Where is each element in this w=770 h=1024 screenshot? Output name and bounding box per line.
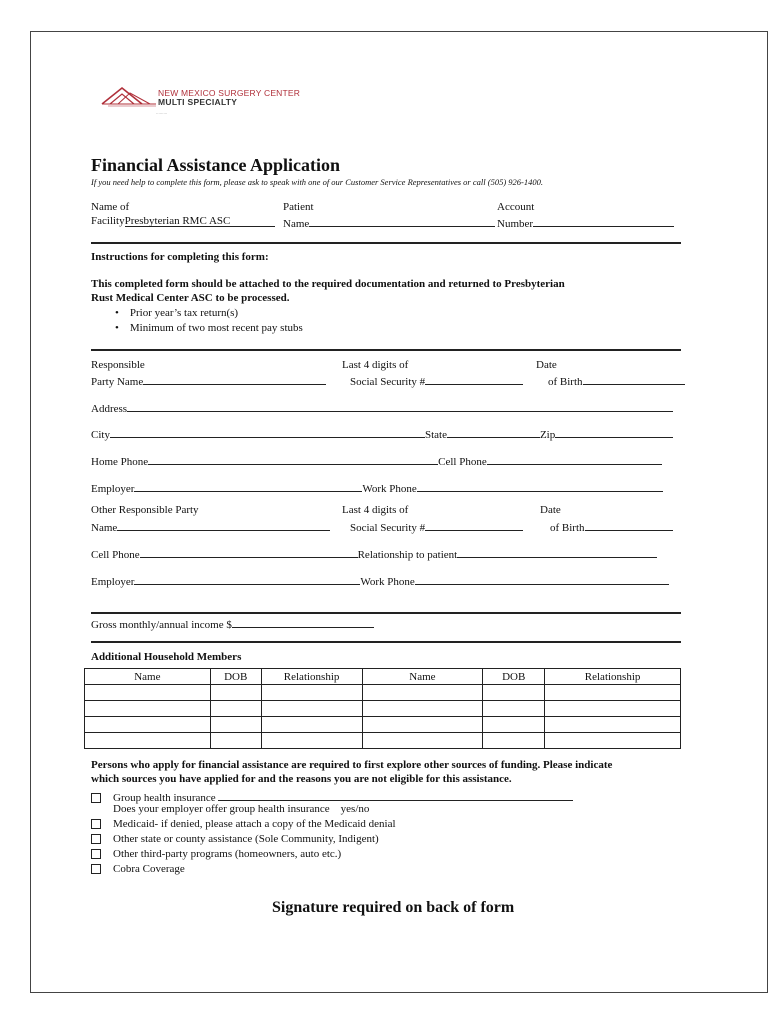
table-cell[interactable] xyxy=(483,701,545,717)
bullet-text: Minimum of two most recent pay stubs xyxy=(129,322,303,334)
account-label-l1: Account xyxy=(497,201,535,213)
other-dob-label-l1: Date xyxy=(540,504,561,516)
table-row xyxy=(85,733,681,749)
table-cell[interactable] xyxy=(483,733,545,749)
other-dob-label-l2: of Birth xyxy=(550,522,585,534)
responsible-label-l1: Responsible xyxy=(91,359,145,371)
table-cell[interactable] xyxy=(85,733,211,749)
facility-field[interactable] xyxy=(125,215,275,227)
surgery-center-logo xyxy=(100,84,158,108)
funding-intro-l2: which sources you have applied for and the reasons you are not eligible for this assistance. xyxy=(91,773,512,785)
bullet-text: Prior year’s tax return(s) xyxy=(129,307,239,319)
column-header: Relationship xyxy=(261,669,362,685)
checkbox-state-assistance[interactable] xyxy=(91,834,101,844)
checkbox-group-insurance[interactable] xyxy=(91,793,101,803)
table-cell[interactable] xyxy=(85,701,211,717)
funding-intro-l1: Persons who apply for financial assistance are required to first explore other sources of funding. Please indicate xyxy=(91,759,613,771)
employer-question: Does your employer offer group health insurance xyxy=(113,803,330,815)
table-cell[interactable] xyxy=(545,717,681,733)
other-cell-label: Cell Phone xyxy=(91,549,140,561)
dob-field[interactable] xyxy=(583,373,685,385)
patient-label-l1: Patient xyxy=(283,201,314,213)
table-cell[interactable] xyxy=(362,733,483,749)
household-table xyxy=(84,668,681,749)
facility-value: Presbyterian RMC ASC xyxy=(124,215,231,227)
ssn-field[interactable] xyxy=(425,373,523,385)
ssn-label-l1: Last 4 digits of xyxy=(342,359,409,371)
home-phone-label: Home Phone xyxy=(91,456,149,468)
table-row xyxy=(85,717,681,733)
checkbox-cobra[interactable] xyxy=(91,864,101,874)
state-label: State xyxy=(424,429,447,441)
relationship-field[interactable] xyxy=(457,546,657,558)
group-insurance-label: Group health insurance xyxy=(113,792,216,804)
table-cell[interactable] xyxy=(545,701,681,717)
group-insurance-field[interactable] xyxy=(218,789,573,801)
column-header: Name xyxy=(362,669,483,685)
page-title: Financial Assistance Application xyxy=(91,155,341,175)
other-cell-field[interactable] xyxy=(140,546,358,558)
instructions-heading: Instructions for completing this form: xyxy=(91,251,269,263)
column-header: Relationship xyxy=(545,669,681,685)
divider xyxy=(91,242,681,244)
work-phone-label: Work Phone xyxy=(362,483,417,495)
other-dob-field[interactable] xyxy=(585,519,673,531)
funding-item: Cobra Coverage xyxy=(113,863,185,875)
table-cell[interactable] xyxy=(261,717,362,733)
table-cell[interactable] xyxy=(483,717,545,733)
other-employer-label: Employer xyxy=(91,576,135,588)
bullet-item: • Prior year’s tax return(s) xyxy=(115,307,239,319)
city-label: City xyxy=(91,429,110,441)
cell-phone-label: Cell Phone xyxy=(438,456,487,468)
table-cell[interactable] xyxy=(210,733,261,749)
income-label: Gross monthly/annual income $ xyxy=(91,619,232,631)
instructions-body-l1: This completed form should be attached to the required documentation and returned to Presbyterian xyxy=(91,278,565,290)
other-name-field[interactable] xyxy=(117,519,330,531)
employer-field[interactable] xyxy=(134,480,362,492)
funding-item: Other state or county assistance (Sole Community, Indigent) xyxy=(113,833,379,845)
funding-item: Other third-party programs (homeowners, auto etc.) xyxy=(113,848,342,860)
table-cell[interactable] xyxy=(210,685,261,701)
other-ssn-label-l1: Last 4 digits of xyxy=(342,504,409,516)
dob-label-l1: Date xyxy=(536,359,557,371)
table-cell[interactable] xyxy=(545,685,681,701)
logo-line1: NEW MEXICO SURGERY CENTER xyxy=(158,88,301,98)
table-cell[interactable] xyxy=(362,685,483,701)
table-row xyxy=(85,685,681,701)
account-number-field[interactable] xyxy=(533,215,674,227)
table-cell[interactable] xyxy=(362,701,483,717)
table-cell[interactable] xyxy=(362,717,483,733)
facility-label-l1: Name of xyxy=(91,201,130,213)
ssn-label-l2: Social Security # xyxy=(350,376,426,388)
zip-label: Zip xyxy=(539,429,556,441)
funding-item: Medicaid- if denied, please attach a copy of the Medicaid denial xyxy=(113,818,396,830)
table-cell[interactable] xyxy=(85,685,211,701)
other-work-phone-field[interactable] xyxy=(415,573,669,585)
responsible-label-l2: Party Name xyxy=(91,376,144,388)
divider xyxy=(91,349,681,351)
facility-label-l2: Facility xyxy=(91,215,125,227)
cell-phone-field[interactable] xyxy=(487,453,662,465)
address-field[interactable] xyxy=(127,400,673,412)
checkbox-third-party[interactable] xyxy=(91,849,101,859)
checkbox-medicaid[interactable] xyxy=(91,819,101,829)
other-work-phone-label: Work Phone xyxy=(360,576,415,588)
logo-line2: MULTI SPECIALTY xyxy=(158,97,238,107)
other-party-label-l1: Other Responsible Party xyxy=(91,504,199,516)
table-cell[interactable] xyxy=(261,733,362,749)
column-header: DOB xyxy=(483,669,545,685)
income-field[interactable] xyxy=(232,616,374,628)
column-header: Name xyxy=(85,669,211,685)
bullet-item: • Minimum of two most recent pay stubs xyxy=(115,322,303,334)
table-cell[interactable] xyxy=(545,733,681,749)
other-party-label-l2: Name xyxy=(91,522,118,534)
home-phone-field[interactable] xyxy=(148,453,438,465)
table-row xyxy=(85,701,681,717)
other-employer-field[interactable] xyxy=(134,573,360,585)
zip-field[interactable] xyxy=(555,426,673,438)
divider xyxy=(91,641,681,643)
state-field[interactable] xyxy=(447,426,540,438)
signature-note: Signature required on back of form xyxy=(272,899,515,916)
city-field[interactable] xyxy=(110,426,425,438)
patient-name-field[interactable] xyxy=(309,215,495,227)
household-heading: Additional Household Members xyxy=(91,651,242,663)
dob-label-l2: of Birth xyxy=(548,376,583,388)
logo-line3: ......... xyxy=(156,110,168,115)
table-cell[interactable] xyxy=(261,701,362,717)
table-cell[interactable] xyxy=(261,685,362,701)
table-header-row xyxy=(85,669,681,685)
table-cell[interactable] xyxy=(210,717,261,733)
responsible-name-field[interactable] xyxy=(143,373,326,385)
table-cell[interactable] xyxy=(85,717,211,733)
table-cell[interactable] xyxy=(483,685,545,701)
address-label: Address xyxy=(91,403,128,415)
table-cell[interactable] xyxy=(210,701,261,717)
help-text: If you need help to complete this form, please ask to speak with one of our Customer Service Representatives or call (505) 926-1400. xyxy=(91,177,543,187)
divider xyxy=(91,612,681,614)
other-ssn-label-l2: Social Security # xyxy=(350,522,426,534)
yes-no-option[interactable]: yes/no xyxy=(340,803,370,815)
instructions-body-l2: Rust Medical Center ASC to be processed. xyxy=(91,292,290,304)
other-ssn-field[interactable] xyxy=(425,519,523,531)
relationship-label: Relationship to patient xyxy=(357,549,458,561)
patient-label-l2: Name xyxy=(283,218,310,230)
column-header: DOB xyxy=(210,669,261,685)
employer-label: Employer xyxy=(91,483,135,495)
work-phone-field[interactable] xyxy=(417,480,663,492)
account-label-l2: Number xyxy=(497,218,534,230)
